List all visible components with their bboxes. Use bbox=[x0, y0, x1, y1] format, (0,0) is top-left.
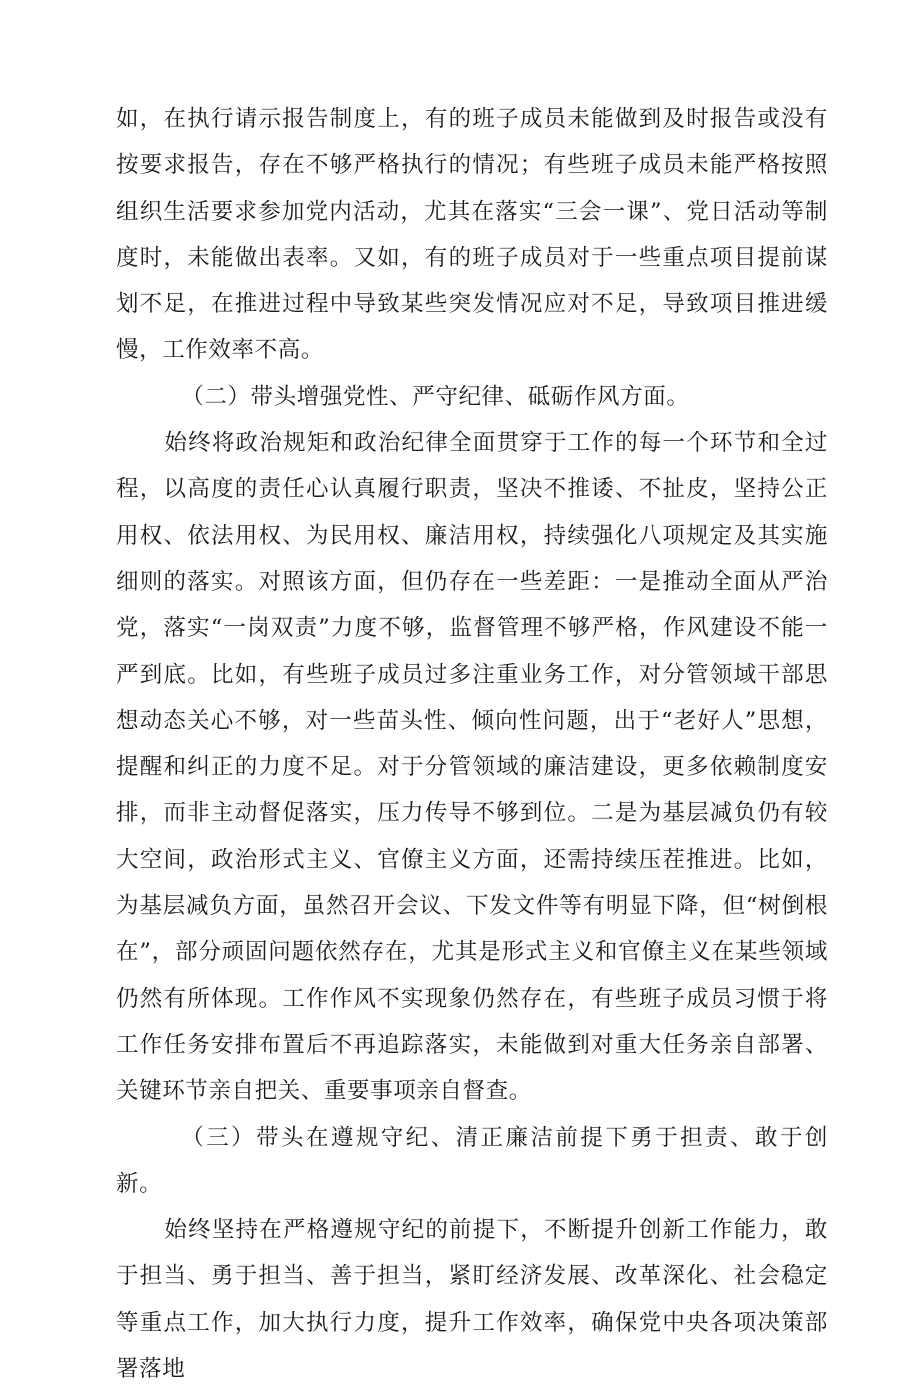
document-body bbox=[116, 96, 828, 1392]
paragraph-continuation: 如，在执行请示报告制度上，有的班子成员未能做到及时报告或没有按要求报告，存在不够严格执行的情况；有些班子成员未能严格按照组织生活要求参加党内活动，尤其在落实“三会一课”、党日活动等制度时，未能做出表率。又如，有的班子成员对于一些重点项目提前谋划不足，在推进过程中导致某些突发情况应对不足，导致项目推进缓慢，工作效率不高。 bbox=[116, 106, 828, 364]
section-heading-2: （二）带头增强党性、严守纪律、砥砺作风方面。 bbox=[181, 383, 690, 410]
paragraph-section-2-body: 始终将政治规矩和政治纪律全面贯穿于工作的每一个环节和全过程，以高度的责任心认真履行职责，坚决不推诿、不扯皮，坚持公正用权、依法用权、为民用权、廉洁用权，持续强化八项规定及其实施细则的落实。对照该方面，但仍存在一些差距：一是推动全面从严治党，落实“一岗双责”力度不够，监督管理不够严格，作风建设不能一严到底。比如，有些班子成员过多注重业务工作，对分管领域干部思想动态关心不够，对一些苗头性、倾向性问题，出于“老好人”思想，提醒和纠正的力度不足。对于分管领域的廉洁建设，更多依赖制度安排，而非主动督促落实，压力传导不够到位。二是为基层减负仍有较大空间，政治形式主义、官僚主义方面，还需持续压茬推进。比如，为基层减负方面，虽然召开会议、下发文件等有明显下降，但“树倒根在”，部分顽固问题依然存在，尤其是形式主义和官僚主义在某些领域仍然有所体现。工作作风不实现象仍然存在，有些班子成员习惯于将工作任务安排布置后不再追踪落实，未能做到对重大任务亲自部署、关键环节亲自把关、重要事项亲自督查。 bbox=[116, 430, 828, 1105]
paragraph-section-3-body: 始终坚持在严格遵规守纪的前提下，不断提升创新工作能力，敢于担当、勇于担当、善于担当，紧盯经济发展、改革深化、社会稳定等重点工作，加大执行力度，提升工作效率，确保党中央各项决策部署落地 bbox=[116, 1217, 828, 1383]
section-heading-3: （三）带头在遵规守纪、清正廉洁前提下勇于担责、敢于创新。 bbox=[116, 1124, 828, 1197]
